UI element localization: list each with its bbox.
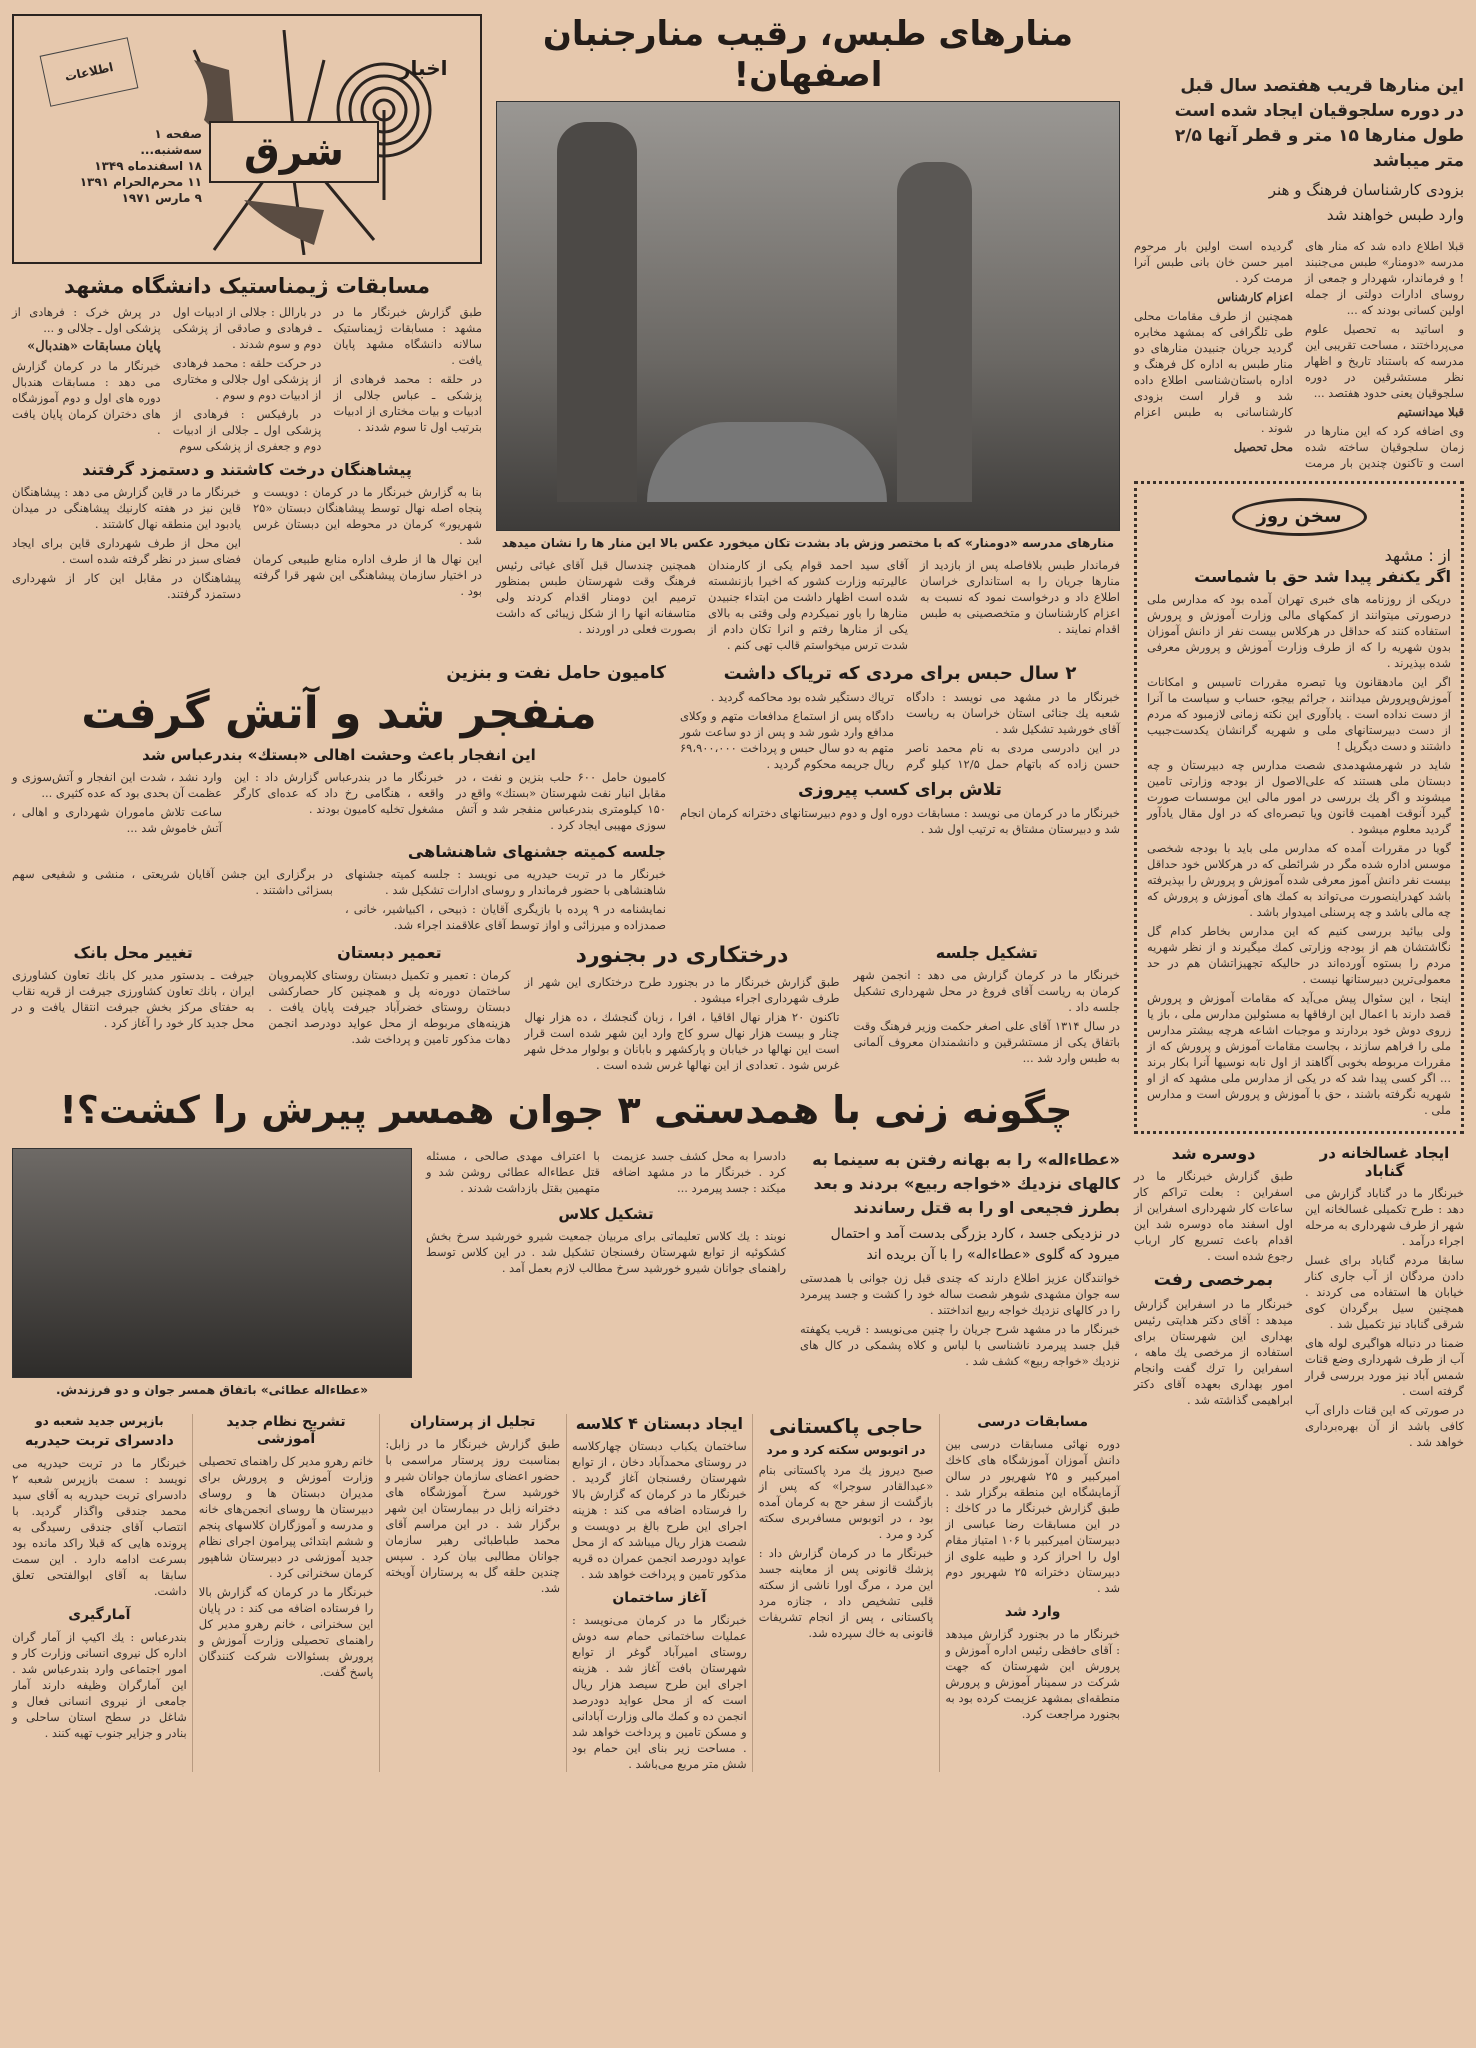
court-headline: ۲ سال حبس برای مردی که تریاک داشت [723,662,1077,684]
shifts-body: طبق گزارش خبرنگار ما در اسفراین : بعلت تراکم کار ساعات کار شهرداری اسفراین از اول اسفند ماه دوسره شد این اقدام باعث تسریع کار ارباب رجوع شده است . [1134,1169,1293,1264]
pakistani-subhead: در اتوبوس سکته کرد و مرد [766,1442,926,1457]
forest-body: طبق گزارش خبرنگار ما در بجنورد طرح درختکاری این شهر از طرف شهرداری اجراء میشود . تاکنون ۲۰ هزار نهال اقاقیا ، افرا ، زبان گنجشك ، ده هزار نهال چنار و بیست هزار نهال سرو کاج وارد این شهر شده است قرار است این نهالها در خیابان و پارکشهر و بابانان و بولوار مدخل شهر غرس شود . تعدادی از این نهالها غرس شده است . [524,975,840,1073]
education-headline: تشریح نظام جدید آموزشی [226,1413,346,1447]
bank-headline: تغییر محل بانک [73,942,193,962]
bank-story [12,943,254,1034]
celebration-body: خبرنگار ما در تربت حیدریه می نویسد : جلسه کمیته جشنهای شاهنشاهی با حضور فرماندار و روسای ادارات تشکیل شد . نمایشنامه در ۹ پرده با بازیگری آقایان : ذبیحی ، اکبیاشیر، خانی ، صمدزاده و میرزائی و اواز توسط آقای علاقمند اجراء شد. در برگزاری این جشن آقایان شریعتی ، منشی و شفیعی سهم بسزائی داشتند . [12,866,666,932]
celebration-headline: جلسه کمیته جشنهای شاهنشاهی [407,841,666,861]
bathhouse-body: خبرنگار ما در گناباد گزارش می دهد : طرح تکمیلی غسالخانه این شهر از طرف شهرداری به مرحله اجراء درآمد . سابقا مردم گناباد برای غسل دادن مردگان از آب جاری کنار خیابان ها استفاده می کردند . همچنین سیل برگردان کوی شرقی گناباد نیز تکمیل شد . ضمنا در دنباله هواگیری لوله های آب از طرف شهرداری وضع قنات شمس آباد نیز مورد بررسی قرار گرفته است . در صورتی که این قنات دارای آب کافی باشد از آن بهره‌برداری خواهد شد . [1305,1186,1464,1450]
gym-headline: مسابقات ژیمناستیک دانشگاه مشهد [63,274,431,298]
paper-name: شرق [244,129,344,175]
page-number: صفحه ۱ [154,127,202,141]
second-row [12,663,1120,933]
court-office-story [12,1414,187,1599]
nurses-body: طبق گزارش خبرنگار ما در زابل: بمناسبت روز پرستار مراسمی با حضور اعضای سازمان جوانان شیر و خورشید سرخ آموزشگاه های دخترانه زابل در بیمارستان این شهر برگزار شد . در این مراسم آقای محمد طباطبائی رهبر سازمان جوانان مطالبی بیان کرد . سپس چندین حلقه گل به پرستاران آویخته شد. [385,1436,561,1595]
victory-headline: تلاش برای کسب پیروزی [798,779,1002,800]
gym-body: طبق گزارش خبرنگار ما در مشهد : مسابقات ژیمناستیک سالانه دانشگاه مشهد پایان یافت . در حلقه : محمد فرهادی از پزشکی ـ عباس جلالی از ادبیات و بیات مختاری از ادبیات بترتیب اول تا سوم شدند . در بارالل : جلالی از ادبیات اول ـ فرهادی و صادقی از پزشکی دوم و سوم شدند . در حرکت حلقه : محمد فرهادی از پزشکی اول جلالی و مختاری از ادبیات دوم و سوم . در بارفیکس : فرهادی از پزشکی اول ـ جلالی از ادبیات دوم و جعفری از پزشکی سوم در پرش خرک : فرهادی از پزشکی اول ـ جلالی و ... پایان مسابقات «هندبال» خبرنگار ما در کرمان گزارش می دهد : مسابقات هندبال دوره های اول و دوم آموزشگاه های دختران کرمان پایان یافت . [12,305,482,454]
school4-headline: ایجاد دبستان ۴ کلاسه [575,1413,744,1433]
construction-headline: آغاز ساختمان [612,1590,707,1607]
minarets-photo [496,101,1120,531]
school4-story [572,1414,747,1582]
exams-headline: مسابقات درسی [977,1413,1089,1430]
meeting-body: خبرنگار ما در کرمان گزارش می دهد : انجمن شهر کرمان به ریاست آقای فروغ در محل شهرداری تشکیل جلسه داد . در سال ۱۳۱۴ آقای علی اصغر حکمت وزیر فرهنگ وقت باتفاق یکی از مستشرقین و دانشمندان معروف آلمانی به طبس وارد شد ... [853,968,1120,1066]
pakistani-headline: حاجی پاکستانی [769,1413,923,1438]
nurses-headline: تجلیل از پرستاران [410,1413,536,1430]
explosion-body: کامیون حامل ۶۰۰ حلب بنزین و نفت ، در مقابل انبار نفت شهرستان «بستك» واقع در ۱۵۰ کیلومتری بندرعباس منفجر شد و آتش سوزی مهیبی ایجاد کرد . خبرنگار ما در بندرعباس گزارش داد : این واقعه ، هنگامی رخ داد که عده‌ای کارگر مشغول تخلیه کامیون بودند . وارد نشد ، شدت این انفجار و آتش‌سوزی و عظمت آن بحدی بود که عده کثیری ... ساعت تلاش ماموران شهرداری و اهالی ، آتش خاموش شد ... [12,769,666,835]
construction-body: خبرنگار ما در کرمان می‌نویسد : عملیات ساختمانی حمام سه دوش روستای امیرآباد گوغر از توابع شهرستان بافت آغاز شد . هزینه اجرای این طرح سیصد هزار ریال است که از محل عواید دودرصد انجمن ده و کمك مالی وزارت آبادانی و مسکن تامین و پرداخت خواهد شد . مساحت زیر بنای این حمام بود شش متر مربع می‌باشد . [572,1612,747,1771]
nurses-story [385,1414,560,1596]
murder-subhead: «عطاءاله» را به بهانه رفتن به سینما به کالهای نزدیك «خواجه ربیع» بردند و بعد بطرز فجیعی او را به قتل رساندند [812,1149,1120,1217]
school-repair-body: کرمان : تعمیر و تکمیل دبستان روستای کلاپمرویان ساختمان دوره‌نه پل و همچنین کار حصارکشی دبستان روستای خضرآباد جیرفت پایان یافت . هزینه‌های مربوطه از محل عواید دودرصد انجمن دهات مذکور تامین و پرداخت شد. [268,968,511,1047]
shifts-leave-stories [1134,1144,1293,1411]
murder-subheads [800,1148,1120,1372]
left-top-column [12,14,482,604]
top-row [12,14,1120,653]
murder-middle [426,1148,786,1279]
leave-body: خبرنگار ما در اسفراین گزارش میدهد : آقای دکتر هدایتی رئیس بهداری این شهرستان برای استفاده از مرخصی یك ماهه ، اسفراین را ترك گفت وانجام امور بهداری بعهده آقای دکتر ابراهیمی گذاشته شد . [1134,1296,1293,1407]
pakistani-story: حاجی پاکستانی در اتوبوس سکته کرد و مرد صبح دیروز یك مرد پاکستانی بنام «عبدالقادر سوجرا» که پس از بازگشت از سفر حج به کرمان آمده بود ، در اتوبوس مسافربری سکته کرد و مرد . خبرنگار ما در کرمان گزارش داد : پزشك قانونی پس از معاینه جسد این مرد ، مرگ اورا ناشی از سکته قلبی تشخیص داد ، جنازه مرد پاکستانی ، پس از انجام تشریفات قانونی به خاك سپرده شد. [758,1413,934,1641]
scouts-headline: پیشاهنگان درخت کاشتند و دستمزد گرفتند [82,460,412,480]
class-body: نوبند : یك کلاس تعلیماتی برای مربیان جمعیت شیرو خورشید سرخ بخش کشکوئیه از توابع شهرستان رفسنجان تشکیل شد . در این کلاس توسط راهنمای جوانان شیرو خورشید سرخ مطالب لازم بعمل آمد . [426,1228,786,1275]
murder-subhead2: در نزدیکی جسد ، کارد بزرگی بدست آمد و احتمال میرود که گلوی «عطاءاله» را با آن بریده اند [830,1225,1120,1263]
weekday: سه‌شنبه... [140,143,202,157]
right-bottom-stories [1134,1144,1464,1453]
court-office-body: خبرنگار ما در تربت حیدریه می نویسد : سمت بازپرس شعبه ۲ دادسرای تربت حیدریه به آقای سید محمد جندقی واگذار گردید. با انتصاب آقای جندقی رسیدگی به پرونده هایی که قبلا راکد مانده بود بسرعت ادامه دارد . این سمت سابقا به آقای ابوالفتحی تعلق داشت. [12,1456,187,1599]
column-body: دریکی از روزنامه های خبری تهران آمده بود که مدارس ملی درصورتی میتوانند از کمکهای مالی وزارت آموزش و پرورش استفاده کنند که حداقل در هرکلاس بیست نفر از دانش آموزان بدون شهریه را که از طرف وزارت آموزش و پرورش معرفی شده بپذیرند . اگر این مادهقانون ویا تبصره مقررات تاسیس و امکانات آموزش‌وپرورش میدانند ، جرائم بیجو، حساب و سیاست ما آنرا از دست نداده است . یادآوری این نکته زمانی لازمبود که مردم از دست دبیرستانهای ملی و شهریه گرانشان یکدست‌جبیب داشتند و دست دیگرپل ! شاید در شهرمشهدمدی شصت مدارس چه دبیرستان و چه دبستان ملی هستند که علی‌الاصول از بودجه وزارتی تامین میشوند و اگر یك بررسی در امور مالی این موسسات صورت گیرد آنوقت اهمیت قانون ویا تبصره‌ای که در اول مقال یادآور گردید معلوم میشود . گویا در مقررات آمده که مدارس ملی باید با بودجه شخصی موسس اداره شده مگر در شرائطی که در هرکلاس خود حداقل بیست نفر دانش آموز معرفی شده آموزش و پرورش را بپذیرفته باشد کهدراینصورت می‌تواند به کمك های آموزش و پرورش که چه مالی باشد و چه پرسنلی امیدوار باشد . ولی بیائید بررسی کنیم که این مدارس بخاطر کدام گل نگاشتشان هم از بودجه وزارتی کمك میگیرند و از نظر شهریه مردم را بستوه آورده‌اند در حالیکه تجهیزاتشان هم در حد معمولی‌ترین دبیرستانها نیست . اینجا ، این سئوال پیش می‌آید که مقامات آموزش و پرورش قصد دارند با اعمال این ارفاقها به مسئولین مدارس ملی ، باز یا زروی دوش خود بردارند و موجبات اشاعه هرچه بیشتر مدارس ملی را فراهم سازند ، بجاست مقامات آموزش و پرورش که از مقررات مربوطه بخوبی آگاهند از اول نابه نوسیها آنرا بکار برند ... اگر کسی پیدا شد که در یکی از مدارس ملی مشهد که از او شهریه نگرفته باشند ، حق با آموزش و پرورش است و مدارس ملی . [1147,592,1451,1118]
shifts-headline: دوسره شد [1171,1144,1256,1164]
statistics-headline: آمارگیری [68,1607,131,1624]
forest-headline: درختکاری در بجنورد [575,942,789,968]
lead-body-right: قبلا اطلاع داده شد که منار های مدرسه «دومنار» طبس می‌جنبند ! و فرماندار، شهردار و جمعی از روسای ادارات دولتی از جمله اولین کسانی بودند که ... و اساتید به تحصیل علوم می‌پرداختند ، مساحت تقریبی این مدرسه که باستناد تاریخ و اظهار نظر مستشرقین در دوره سلجوقیان یعنی حدود هفتصد ... قبلا میدانستیم وی اضافه کرد که این منارها در زمان سلجوقیان ساخته شده است و تاکنون چندین بار مرمت گردیده است اولین بار مرحوم امیر حسن خان بانی طبس آنرا مرمت کرد . اعزام کارشناس همچنین از طرف مقامات محلی طی تلگرافی که بمشهد مخابره گردید جریان جنبیدن منارهای دو منار طبس به اداره کل فرهنگ و اداره باستان‌شناسی اطلاع داده شد و قرار است بزودی کارشناسانی به طبس اعزام شوند . محل تحصیل [1134,239,1464,470]
scouts-body: بنا به گزارش خبرنگار ما در کرمان : دویست و پنجاه اصله نهال توسط پیشاهنگان دبستان «۲۵ شهریور» کرمان در محوطه این دبستان غرس شد . این نهال ها از طرف اداره منابع طبیعی کرمان در اختیار سازمان پیشاهنگی این شهر قرا گرفته بود . خبرنگار ما در قاین گزارش می دهد : پیشاهنگان قاین نیز در هفته کارنیك پیشاهنگی در میدان یادبود این منطقه نهال کاشتند . این محل از طرف شهرداری قاین برای ایجاد فضای سبز در نظر گرفته شده است . پیشاهنگان در مقابل این کار از شهرداری دستمزد گرفتند. [12,485,482,602]
lead-story [496,14,1120,653]
construction-story [572,1590,747,1772]
meeting-headline: تشکیل جلسه [935,942,1038,962]
masthead [12,14,482,264]
murder-body-a: خوانندگان عزیز اطلاع دارند که چندی قبل زن جوانی با همدستی سه جوان مشهدی شوهر شصت ساله خود را کشت و جسد پیرمرد را در کالهای نزدیك خواجه ربیع انداختند . خبرنگار ما در مشهد شرح جریان را چنین می‌نویسد : قریب یکهفته قبل جسد پیرمرد ناشناسی با لباس و کلاه پشمکی در کال های نزدیك «خواجه ربیع» کشف شد . [800,1270,1120,1368]
bathhouse-headline: ایجاد غسالخانه در گناباد [1319,1144,1450,1181]
date-solar: ۱۸ اسفندماه ۱۳۴۹ [94,159,202,173]
arrived-story [945,1604,1120,1722]
family-photo-caption: «عطاءاله عطائی» باتفاق همسر جوان و دو فرزندش. [55,1382,369,1397]
statistics-body: بندرعباس : یك اکیپ از آمار گران اداره کل نیروی انسانی وزارت کار و امور اجتماعی وارد بندرعباس شد . این آمارگران وظیفه دارند آمار جامعی از نیروی انسانی فعال و شاغل در سطح استان ساحلی و بنادر و جزایر جنوب تهیه کنند . [12,1629,187,1740]
masthead-section: اخبار [399,56,448,80]
bank-body: جیرفت ـ بدستور مدیر کل بانك تعاون کشاورزی ایران ، بانك تعاون کشاورزی جیرفت از قریه نقاب به حفتای مرکز بخش جیرفت انتقال یافت و در محل جدید کار خود را آغاز کرد . [12,968,255,1031]
issue-info [32,126,202,206]
date-gregorian: ۹ مارس ۱۹۷۱ [121,191,202,205]
school-repair-headline: تعمیر دبستان [337,942,442,962]
education-story: تشریح نظام جدید آموزشی خانم رهرو مدیر کل راهنمای تحصیلی وزارت آموزش و پرورش برای مدیران دبستان ها و روسای دبیرستان ها روسای انجمن‌های خانه و مدرسه و آموزگاران کلاسهای پنجم و ششم ابتدائی پیرامون اجرای نظام جدید آموزشی در دبیرستان شاهپور کرمان سخنرانی کرد . خبرنگار ما در کرمان که گزارش بالا را فرستاده اضافه می کند : در پایان این سخنرانی ، خانم رهرو مدیر کل راهنمای تحصیلی وزارت آموزش و پرورش بسئوالات شرکت کنندگان پاسخ گفت. [198,1413,374,1679]
column-headline: اگر یکنفر پیدا شد حق با شماست [1194,567,1451,586]
family-photo [12,1148,412,1378]
statistics-story [12,1607,187,1741]
school4-body: ساختمان یکباب دبستان چهارکلاسه در روستای محمدآباد دخان ، از توابع شهرستان رفسنجان آغاز گردید . خبرنگار ما در کرمان که گزارش بالا را فرستاده اضافه می کند : هزینه اجرای این طرح بالغ بر دویست و شصت هزار ریال میباشد که از محل عواید دودرصد انجمن عمران ده قریه مذکور تامین و پرداخت خواهد شد . [572,1439,747,1582]
column-logo: سخن روز [1232,498,1367,536]
exams-body: دوره نهائی مسابقات درسی بین دانش آموزان آموزشگاه های کاخك امیرکبیر و ۲۵ شهریور در سالن آزمایشگاه این منطقه برگزار شد . طبق گزارش خبرنگار ما در کاخك : در این مسابقات رضا عباسی از دبیرستان امیرکبیر با ۱۰۶ امتیاز مقام اول را احراز کرد و طیبه علوی از دبیرستان دخترانه ۲۵ شهریور دوم شد . [945,1436,1121,1595]
murder-headline: چگونه زنی با همدستی ۳ جوان همسر پیرش را کشت؟! [59,1088,1073,1133]
family-photo-block [12,1148,412,1404]
date-lunar: ۱۱ محرم‌الحرام ۱۳۹۱ [79,175,202,189]
lead-subheads: این منارها قریب هفتصد سال قبل در دوره سلجوقیان ایجاد شده است طول منارها ۱۵ متر و قطر آنها ۲/۵ متر میباشد بزودی کارشناسان فرهنگ و هنر وارد طبس خواهند شد [1174,76,1464,224]
arrived-headline: وارد شد [1004,1603,1061,1620]
minarets-photo-caption: منارهای مدرسه «دومنار» که با مختصر وزش باد بشدت تکان میخورد عکس بالا این منار ها را نشان میدهد [501,535,1115,550]
column-from: از : مشهد [1384,546,1451,565]
bathhouse-story [1305,1144,1464,1453]
bottom-stories [12,1414,1120,1772]
lead-headline: منارهای طبس، رقیب منارجنبان اصفهان! [542,14,1074,95]
forest-story [525,943,840,1076]
explosion-story [12,663,666,933]
court-office-headline: دادسرای تربت حیدریه [25,1433,174,1450]
right-column [1134,14,1464,1453]
meeting-story [854,943,1121,1069]
opinion-column-box [1134,481,1464,1134]
explosion-headline: منفجر شد و آتش گرفت [81,687,597,739]
arrived-body: خبرنگار ما در بجنورد گزارش میدهد : آقای حافظی رئیس اداره آموزش و پرورش این شهرستان که جهت شرکت در سمینار آموزش و پرورش منطقه‌ای بمشهد عزیمت کرده بود به بجنورد مراجعت کرد. [945,1626,1120,1721]
school-repair-story [268,943,510,1050]
murder-body-b: دادسرا به محل کشف جسد عزیمت کرد . خبرنگار ما در مشهد اضافه میکند : جسد پیرمرد ... با اعتراف مهدی صالحی ، مسئله قتل عطاءاله عطائی روشن شد و متهمین بقتل بازداشت شدند . [426,1148,786,1195]
leave-headline: بمرخصی رفت [1153,1270,1274,1291]
victory-body: خبرنگار ما در کرمان می نویسد : مسابقات دوره اول و دوم دبیرستانهای دخترانه کرمان انجام شد و دبیرستان مشتاق به ترتیب اول شد . [680,806,1120,837]
explosion-kicker: کامیون حامل نفت و بنزین [446,662,666,683]
court-story [680,663,1120,840]
third-row [12,943,1120,1076]
main-area [12,14,1120,1772]
court-office-kicker: بازپرس جدید شعبه دو [35,1413,164,1428]
murder-row [12,1148,1120,1404]
exams-story [945,1414,1120,1596]
court-body: خبرنگار ما در مشهد می نویسد : دادگاه شعبه یك جنائی استان خراسان به ریاست آقای خورشید تشکیل شد . در این دادرسی مردی به نام محمد ناصر حسن زاده که باتهام حمل ۱۲/۵ کیلو گرم تریاك دستگیر شده بود محاکمه گردید . دادگاه پس از استماع مدافعات متهم و وکلای مدافع وارد شور شد و پس از دو ساعت شور متهم به دو سال حبس و پرداخت ۶۹،۹۰۰،۰۰۰ ریال جریمه محکوم گردید . [680,690,1121,772]
explosion-subhead: این انفجار باعث وحشت اهالی «بستك» بندرعباس شد [142,745,536,764]
masthead-title-box [209,121,379,183]
logo-ettelaat: اطلاعات [40,37,139,107]
class-headline: تشکیل کلاس [558,1204,654,1223]
lead-body-bottom: فرماندار طبس بلافاصله پس از بازدید از منارها جریان را به استانداری خراسان اطلاع داد و درخواست نمود که نسبت به اعزام کارشناسان و متخصصینی به طبس اقدام نمایند . آقای سید احمد قوام یکی از کارمندان عالیرتبه وزارت کشور که اخیرا بازنشسته شده است اظهار داشت من ابتداء جنبیدن منارها را باور نمیکردم ولی وقتی به بالای یکی از منارها رفتم و انرا تکان دادم از شدت ترس میخواستم قالب تهی کنم . همچنین چندسال قبل آقای غیاثی رئیس فرهنگ وقت شهرستان طبس بمنظور ترمیم این دومنار اقدام کردند ولی متاسفانه انها را از شکل زیبائی که داشت بصورت فعلی در اوردند . [496,557,1120,652]
